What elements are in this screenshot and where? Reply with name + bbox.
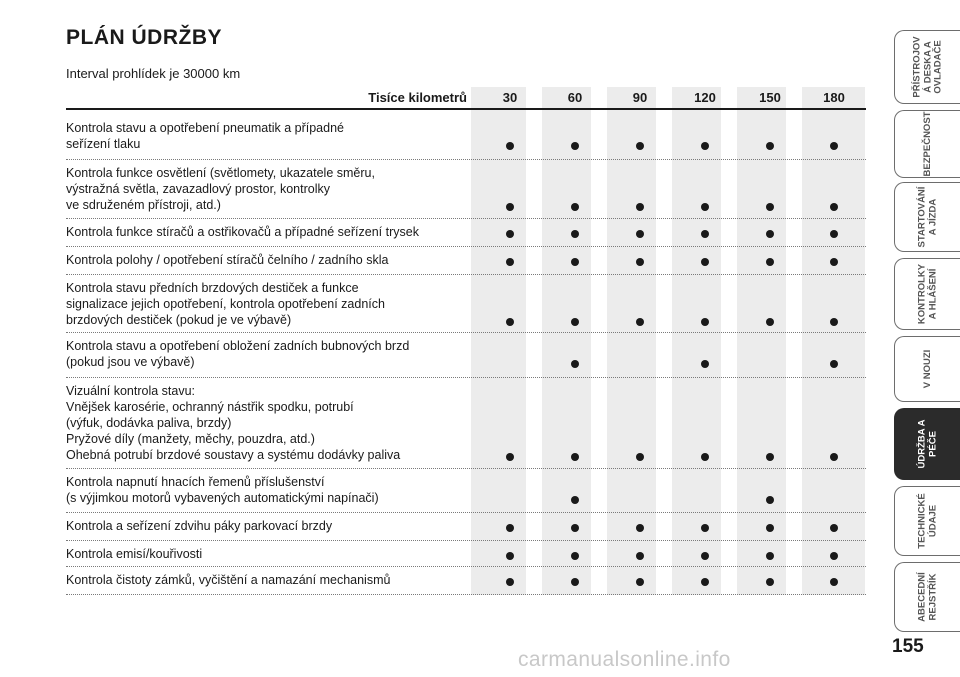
column-separator bbox=[721, 87, 737, 595]
maintenance-dot bbox=[506, 552, 514, 560]
maintenance-dot bbox=[766, 203, 774, 211]
maintenance-dot bbox=[571, 578, 579, 586]
chapter-tab[interactable] bbox=[894, 408, 960, 480]
column-separator bbox=[786, 87, 802, 595]
maintenance-dot bbox=[701, 578, 709, 586]
maintenance-dot bbox=[830, 230, 838, 238]
maintenance-dot bbox=[701, 318, 709, 326]
chapter-tab-label: ABECEDNÍ REJSTŘÍK bbox=[916, 572, 938, 622]
maintenance-dot bbox=[571, 453, 579, 461]
chapter-tab[interactable] bbox=[894, 336, 960, 402]
maintenance-dot bbox=[636, 453, 644, 461]
chapter-tabs bbox=[894, 30, 960, 632]
chapter-tab[interactable] bbox=[894, 182, 960, 252]
row-divider bbox=[66, 377, 866, 378]
table-row-text: Kontrola stavu a opotřebení pneumatik a případné seřízení tlaku bbox=[66, 121, 344, 151]
row-divider bbox=[66, 332, 866, 333]
maintenance-dot bbox=[636, 552, 644, 560]
interval-header-60: 60 bbox=[567, 90, 583, 105]
maintenance-dot bbox=[766, 230, 774, 238]
maintenance-dot bbox=[830, 203, 838, 211]
table-row-text: Kontrola napnutí hnacích řemenů příslušenství (s výjimkou motorů vybavených automatickými napínači) bbox=[66, 475, 379, 505]
interval-header-120: 120 bbox=[694, 90, 716, 105]
maintenance-dot bbox=[506, 453, 514, 461]
maintenance-dot bbox=[506, 258, 514, 266]
table-row-text: Kontrola polohy / opotřebení stíračů čelního / zadního skla bbox=[66, 253, 389, 267]
maintenance-dot bbox=[701, 203, 709, 211]
row-divider bbox=[66, 218, 866, 219]
chapter-tab[interactable] bbox=[894, 110, 960, 178]
maintenance-dot bbox=[766, 142, 774, 150]
maintenance-dot bbox=[506, 578, 514, 586]
maintenance-dot bbox=[830, 453, 838, 461]
maintenance-dot bbox=[636, 142, 644, 150]
maintenance-dot bbox=[766, 578, 774, 586]
maintenance-dot bbox=[506, 318, 514, 326]
maintenance-dot bbox=[571, 524, 579, 532]
table-header-rule bbox=[66, 108, 866, 110]
maintenance-dot bbox=[701, 552, 709, 560]
chapter-tab-label: ÚDRŽBA A PÉČE bbox=[916, 419, 938, 469]
table-row-text: Kontrola funkce stíračů a ostřikovačů a případné seřízení trysek bbox=[66, 225, 419, 239]
maintenance-dot bbox=[571, 496, 579, 504]
interval-header-90: 90 bbox=[632, 90, 648, 105]
maintenance-dot bbox=[830, 318, 838, 326]
maintenance-dot bbox=[571, 360, 579, 368]
maintenance-dot bbox=[636, 524, 644, 532]
chapter-tab-label: V NOUZI bbox=[921, 349, 933, 389]
chapter-tab[interactable] bbox=[894, 30, 960, 104]
maintenance-dot bbox=[766, 496, 774, 504]
column-separator bbox=[526, 87, 542, 595]
row-divider bbox=[66, 594, 866, 595]
table-row-text: Kontrola stavu předních brzdových destiček a funkce signalizace jejich opotřebení, kontrola opotřebení zadních brzdových destiček (pokud je ve výbavě) bbox=[66, 281, 385, 327]
chapter-tab[interactable] bbox=[894, 562, 960, 632]
page-subtitle: Interval prohlídek je 30000 km bbox=[66, 66, 241, 81]
page-number: 155 bbox=[892, 636, 924, 657]
row-divider bbox=[66, 159, 866, 160]
maintenance-dot bbox=[701, 258, 709, 266]
row-divider bbox=[66, 274, 866, 275]
maintenance-dot bbox=[830, 142, 838, 150]
maintenance-dot bbox=[636, 203, 644, 211]
column-separator bbox=[591, 87, 607, 595]
maintenance-dot bbox=[571, 552, 579, 560]
maintenance-dot bbox=[571, 318, 579, 326]
maintenance-dot bbox=[766, 524, 774, 532]
maintenance-dot bbox=[701, 453, 709, 461]
table-row-text: Vizuální kontrola stavu: Vnějšek karosérie, ochranný nástřik spodku, potrubí (výfuk, dodávka paliva, brzdy) Pryžové díly (manžety, měchy, pouzdra, atd.) Ohebná potrubí brzdové soustavy a systému dodávky paliva bbox=[66, 384, 401, 462]
table-row-text: Kontrola čistoty zámků, vyčištění a namazání mechanismů bbox=[66, 573, 391, 587]
table-row-text: Kontrola emisí/kouřivosti bbox=[66, 547, 203, 561]
row-divider bbox=[66, 246, 866, 247]
maintenance-dot bbox=[636, 318, 644, 326]
maintenance-dot bbox=[571, 258, 579, 266]
chapter-tab[interactable] bbox=[894, 258, 960, 330]
maintenance-dot bbox=[506, 142, 514, 150]
maintenance-dot bbox=[506, 203, 514, 211]
table-row-text: Kontrola stavu a opotřebení obložení zadních bubnových brzd (pokud jsou ve výbavě) bbox=[66, 339, 410, 369]
maintenance-dot bbox=[701, 230, 709, 238]
chapter-tab[interactable] bbox=[894, 486, 960, 556]
maintenance-dot bbox=[830, 360, 838, 368]
maintenance-dot bbox=[830, 578, 838, 586]
interval-header-150: 150 bbox=[759, 90, 781, 105]
maintenance-dot bbox=[571, 203, 579, 211]
chapter-tab-label: KONTROLKY A HLÁŠENÍ bbox=[916, 263, 938, 325]
maintenance-dot bbox=[701, 524, 709, 532]
interval-header-30: 30 bbox=[502, 90, 518, 105]
table-header-label: Tisíce kilometrů bbox=[368, 90, 467, 105]
chapter-tab-label: TECHNICKÉ ÚDAJE bbox=[916, 493, 938, 549]
maintenance-dot bbox=[701, 142, 709, 150]
page-title: PLÁN ÚDRŽBY bbox=[66, 26, 222, 49]
row-divider bbox=[66, 566, 866, 567]
maintenance-dot bbox=[766, 552, 774, 560]
maintenance-dot bbox=[506, 524, 514, 532]
column-separator bbox=[656, 87, 672, 595]
row-divider bbox=[66, 468, 866, 469]
chapter-tab-label: STARTOVÁNÍ A JÍZDA bbox=[916, 186, 938, 248]
maintenance-dot bbox=[571, 142, 579, 150]
maintenance-dot bbox=[766, 453, 774, 461]
table-row-text: Kontrola a seřízení zdvihu páky parkovací brzdy bbox=[66, 519, 333, 533]
chapter-tab-label: BEZPEČNOST bbox=[921, 111, 933, 177]
maintenance-dot bbox=[636, 230, 644, 238]
row-divider bbox=[66, 540, 866, 541]
maintenance-dot bbox=[506, 230, 514, 238]
watermark: carmanualsonline.info bbox=[518, 648, 731, 671]
maintenance-dot bbox=[830, 524, 838, 532]
row-divider bbox=[66, 512, 866, 513]
table-row-text: Kontrola funkce osvětlení (světlomety, ukazatele směru, výstražná světla, zavazadlový prostor, kontrolky ve sdruženém přístroji, atd.) bbox=[66, 166, 375, 212]
interval-header-180: 180 bbox=[823, 90, 845, 105]
maintenance-dot bbox=[571, 230, 579, 238]
maintenance-dot bbox=[830, 258, 838, 266]
maintenance-dot bbox=[636, 258, 644, 266]
chapter-tab-label: PŘÍSTROJOV Á DESKA A OVLADAČE bbox=[910, 36, 943, 98]
maintenance-dot bbox=[766, 318, 774, 326]
maintenance-dot bbox=[636, 578, 644, 586]
maintenance-dot bbox=[701, 360, 709, 368]
maintenance-dot bbox=[766, 258, 774, 266]
maintenance-dot bbox=[830, 552, 838, 560]
